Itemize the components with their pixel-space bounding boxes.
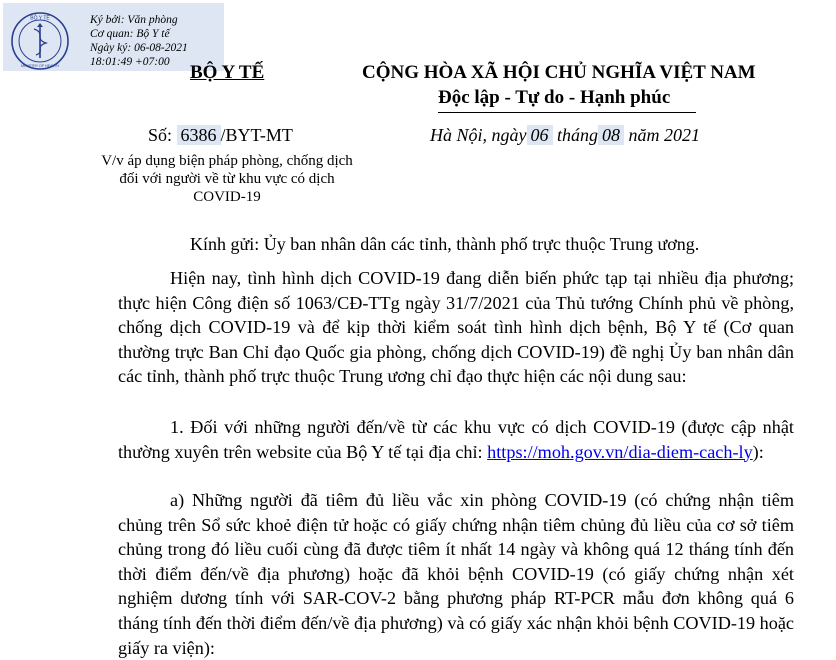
seal-text: BỘ Y TẾ [30, 15, 50, 22]
item-1-paragraph [118, 415, 794, 464]
ministry-name: BỘ Y TẾ [190, 62, 265, 83]
salutation: Kính gửi: Ủy ban nhân dân các tỉnh, thành phố trực thuộc Trung ương. [190, 234, 700, 254]
intro-paragraph: Hiện nay, tình hình dịch COVID-19 đang diễn biến phức tạp tại nhiều địa phương; thực hiện Công điện số 1063/CĐ-TTg ngày 31/7/2021 của Thủ tướng Chính phủ về phòng, chống dịch COVID-19 và để kịp thời kiểm soát tình hình dịch bệnh, Bộ Y tế (Cơ quan thường trực Ban Chỉ đạo Quốc gia phòng, chống dịch COVID-19) đề nghị Ủy ban nhân dân các tỉnh, thành phố trực thuộc Trung ương chỉ đạo thực hiện các nội dung sau: [118, 268, 794, 387]
document-number [148, 125, 293, 146]
signature-details [90, 13, 188, 69]
item-1-text: 1. Đối với những người đến/về từ các khu vực có dịch COVID-19 (được cập nhật thường xuyên trên website của Bộ Y tế tại địa chỉ: [118, 417, 794, 462]
signing-time: 18:01:49 +07:00 [90, 56, 170, 68]
signed-by: Ký bởi: Văn phòng [90, 14, 178, 26]
date-month-label: tháng [557, 125, 599, 145]
date-prefix: Hà Nội, ngày [430, 125, 527, 145]
national-motto: Độc lập - Tự do - Hạnh phúc [438, 87, 671, 108]
number-prefix: Số: [148, 125, 177, 145]
signing-date: Ngày ký: 06-08-2021 [90, 42, 188, 54]
document-date [430, 125, 700, 146]
item-1-end: ): [752, 441, 764, 462]
ministry-seal-icon [10, 11, 70, 71]
item-a-paragraph: a) Những người đã tiêm đủ liều vắc xin phòng COVID-19 (có chứng nhận tiêm chủng trên Sổ sức khoẻ điện tử hoặc có giấy chứng nhận tiêm chủng đủ liều của cơ sở tiêm chủng trong đó liều cuối cùng đã được tiêm ít nhất 14 ngày và không quá 12 tháng tính đến thời điểm đến/về địa phương) hoặc đã khỏi bệnh COVID-19 (có giấy chứng nhận xét nghiệm dương tính với SAR-COV-2 bằng phương pháp RT-PCR mẫu đơn không quá 6 tháng tính đến thời điểm đến/về địa phương) và có giấy xác nhận khỏi bệnh COVID-19 hoặc giấy ra viện): [118, 490, 794, 658]
document-subject: V/v áp dụng biện pháp phòng, chống dịch đối với người về từ khu vực có dịch COVID-19 [101, 153, 353, 205]
number-value: 6386 [177, 125, 221, 145]
nation-title: CỘNG HÒA XÃ HỘI CHỦ NGHĨA VIỆT NAM [362, 62, 756, 83]
digital-signature-stamp [3, 3, 224, 71]
seal-subtext: MINISTRY OF HEALTH [21, 64, 59, 68]
date-day: 06 [527, 125, 553, 145]
date-year: năm 2021 [628, 125, 701, 145]
dia-diem-cach-ly-link[interactable]: https://moh.gov.vn/dia-diem-cach-ly [487, 441, 753, 462]
signing-agency: Cơ quan: Bộ Y tế [90, 28, 170, 40]
date-month: 08 [598, 125, 624, 145]
motto-underline [438, 112, 696, 113]
number-suffix: /BYT-MT [220, 125, 293, 145]
